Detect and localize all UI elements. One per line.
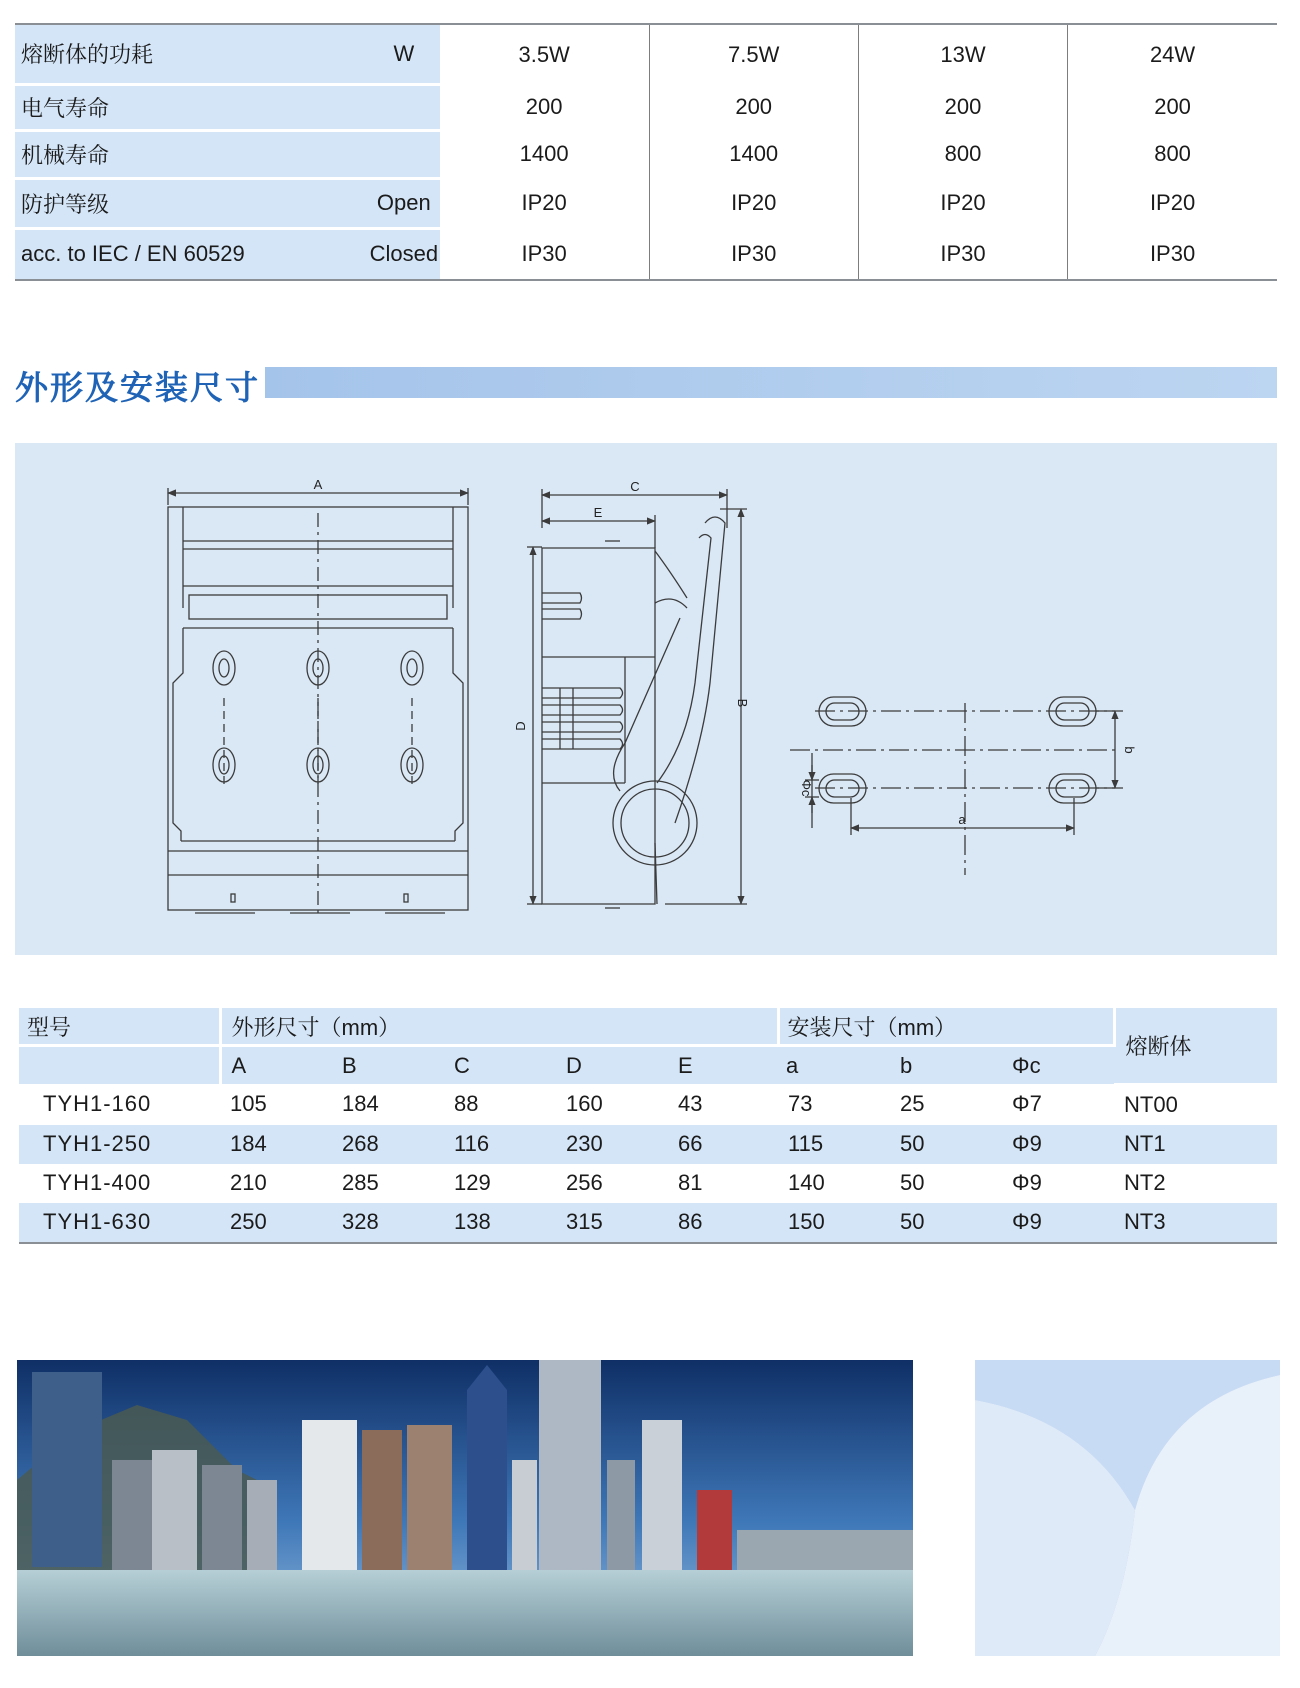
model-cell: TYH1-630: [19, 1203, 220, 1243]
model-cell: TYH1-400: [43, 1170, 152, 1195]
fuse-cell: NT00: [1124, 1092, 1178, 1117]
value-cell: 184: [342, 1091, 379, 1117]
value-cell: 115: [778, 1125, 890, 1164]
dim-label-E: E: [593, 505, 603, 520]
spec-value: 200: [525, 94, 563, 119]
fuse-cell: NT2: [1124, 1170, 1166, 1195]
front-view: [168, 477, 468, 913]
value-cell: 184: [220, 1125, 332, 1164]
skyline-svg: [17, 1360, 913, 1656]
value-cell: 160: [566, 1091, 603, 1117]
spec-value: 200: [649, 84, 858, 130]
value-cell: 129: [454, 1170, 491, 1195]
value-cell: 285: [342, 1170, 379, 1195]
fuse-cell: NT3: [1114, 1203, 1277, 1243]
spec-value: IP30: [649, 228, 858, 280]
spec-value: 200: [858, 84, 1067, 130]
col-header-A: A: [220, 1046, 332, 1085]
value-cell: 43: [678, 1091, 703, 1117]
model-cell: TYH1-160: [43, 1091, 152, 1117]
table-row: [19, 1203, 1277, 1243]
spec-row-power: [15, 24, 1277, 84]
value-cell: 150: [778, 1203, 890, 1243]
header-fuse: 熔断体: [1114, 1008, 1277, 1084]
value-cell: 268: [332, 1125, 444, 1164]
spec-label: 电气寿命: [15, 84, 368, 130]
table-row: [19, 1125, 1277, 1164]
dim-label-A: A: [313, 477, 323, 492]
decorative-graphic: [975, 1360, 1280, 1656]
decorative-svg: [975, 1360, 1280, 1656]
side-view: [513, 479, 750, 908]
city-skyline-photo: [17, 1360, 913, 1656]
section-title: 外形及安装尺寸: [15, 369, 260, 406]
section-title-bar: [265, 367, 1277, 398]
dimension-table: [19, 1008, 1277, 1244]
col-header-phi-c: Φc: [1002, 1046, 1114, 1085]
value-cell: 25: [900, 1091, 925, 1117]
value-cell: 81: [678, 1170, 703, 1195]
drawing-svg: [15, 443, 1277, 955]
spec-label: 熔断体的功耗: [15, 24, 368, 84]
dim-label-C: C: [630, 479, 640, 494]
spec-value: IP30: [1068, 228, 1277, 280]
spec-unit: Closed: [368, 228, 440, 280]
value-cell: 230: [556, 1125, 668, 1164]
value-cell: Φ9: [1012, 1170, 1042, 1195]
value-cell: 86: [668, 1203, 778, 1243]
col-header-B: B: [332, 1046, 444, 1085]
header-type: 型号: [19, 1008, 220, 1046]
spec-value: 800: [858, 130, 1067, 178]
value-cell: 73: [788, 1091, 813, 1117]
table-subheader-row: [19, 1046, 1277, 1085]
spec-value: 24W: [1068, 24, 1277, 84]
model-cell: TYH1-250: [19, 1125, 220, 1164]
dim-label-b: b: [1122, 746, 1137, 754]
value-cell: 140: [788, 1170, 825, 1195]
dim-label-B: B: [735, 698, 750, 708]
value-cell: 50: [890, 1203, 1002, 1243]
spec-row-mechanical-life: [15, 130, 1277, 178]
spec-value: IP30: [521, 240, 567, 266]
header-mount-dims: 安装尺寸（mm）: [778, 1008, 1114, 1046]
value-cell: 250: [220, 1203, 332, 1243]
spec-value: 200: [1068, 84, 1277, 130]
spec-unit: [368, 84, 440, 130]
value-cell: Φ9: [1002, 1125, 1114, 1164]
header-type-blank: [19, 1046, 220, 1085]
spec-table: [15, 23, 1277, 281]
value-cell: 328: [332, 1203, 444, 1243]
col-header-b: b: [890, 1046, 1002, 1085]
dimension-drawing: [15, 443, 1277, 955]
value-cell: Φ7: [1012, 1091, 1042, 1117]
dim-label-D: D: [513, 721, 528, 731]
col-header-E: E: [668, 1046, 778, 1085]
dim-label-a: a: [958, 812, 966, 827]
value-cell: 210: [230, 1170, 267, 1195]
spec-row-electrical-life: [15, 84, 1277, 130]
value-cell: Φ9: [1002, 1203, 1114, 1243]
spec-value: 7.5W: [649, 24, 858, 84]
table-header-row: [19, 1008, 1277, 1046]
spec-row-protection-closed: [15, 228, 1277, 280]
spec-row-protection-open: [15, 178, 1277, 228]
spec-value: 1400: [649, 130, 858, 178]
col-header-C: C: [444, 1046, 556, 1085]
spec-unit: Open: [368, 178, 440, 228]
value-cell: 138: [444, 1203, 556, 1243]
spec-value: IP20: [1068, 178, 1277, 228]
value-cell: 66: [668, 1125, 778, 1164]
spec-value: 13W: [858, 24, 1067, 84]
spec-label: acc. to IEC / EN 60529: [15, 228, 368, 280]
col-header-D: D: [556, 1046, 668, 1085]
spec-value: 800: [1068, 130, 1277, 178]
header-outer-dims: 外形尺寸（mm）: [220, 1008, 778, 1046]
value-cell: 256: [566, 1170, 603, 1195]
value-cell: 315: [556, 1203, 668, 1243]
dim-label-phi-c: Φc: [799, 779, 814, 797]
spec-value: 1400: [519, 141, 569, 166]
spec-value: IP20: [521, 190, 567, 215]
value-cell: 116: [444, 1125, 556, 1164]
value-cell: 105: [230, 1091, 267, 1117]
fuse-cell: NT1: [1114, 1125, 1277, 1164]
table-row: [19, 1164, 1277, 1203]
spec-value: IP20: [649, 178, 858, 228]
spec-label: 防护等级: [15, 178, 368, 228]
col-header-a: a: [778, 1046, 890, 1085]
spec-value: IP30: [858, 228, 1067, 280]
spec-unit: W: [368, 24, 440, 84]
spec-unit: [368, 130, 440, 178]
spec-label: 机械寿命: [15, 130, 368, 178]
value-cell: 88: [454, 1091, 479, 1117]
value-cell: 50: [900, 1170, 925, 1195]
value-cell: 50: [890, 1125, 1002, 1164]
spec-value: 3.5W: [518, 41, 570, 67]
mounting-plan: [790, 697, 1137, 875]
spec-value: IP20: [858, 178, 1067, 228]
table-row: [19, 1084, 1277, 1125]
